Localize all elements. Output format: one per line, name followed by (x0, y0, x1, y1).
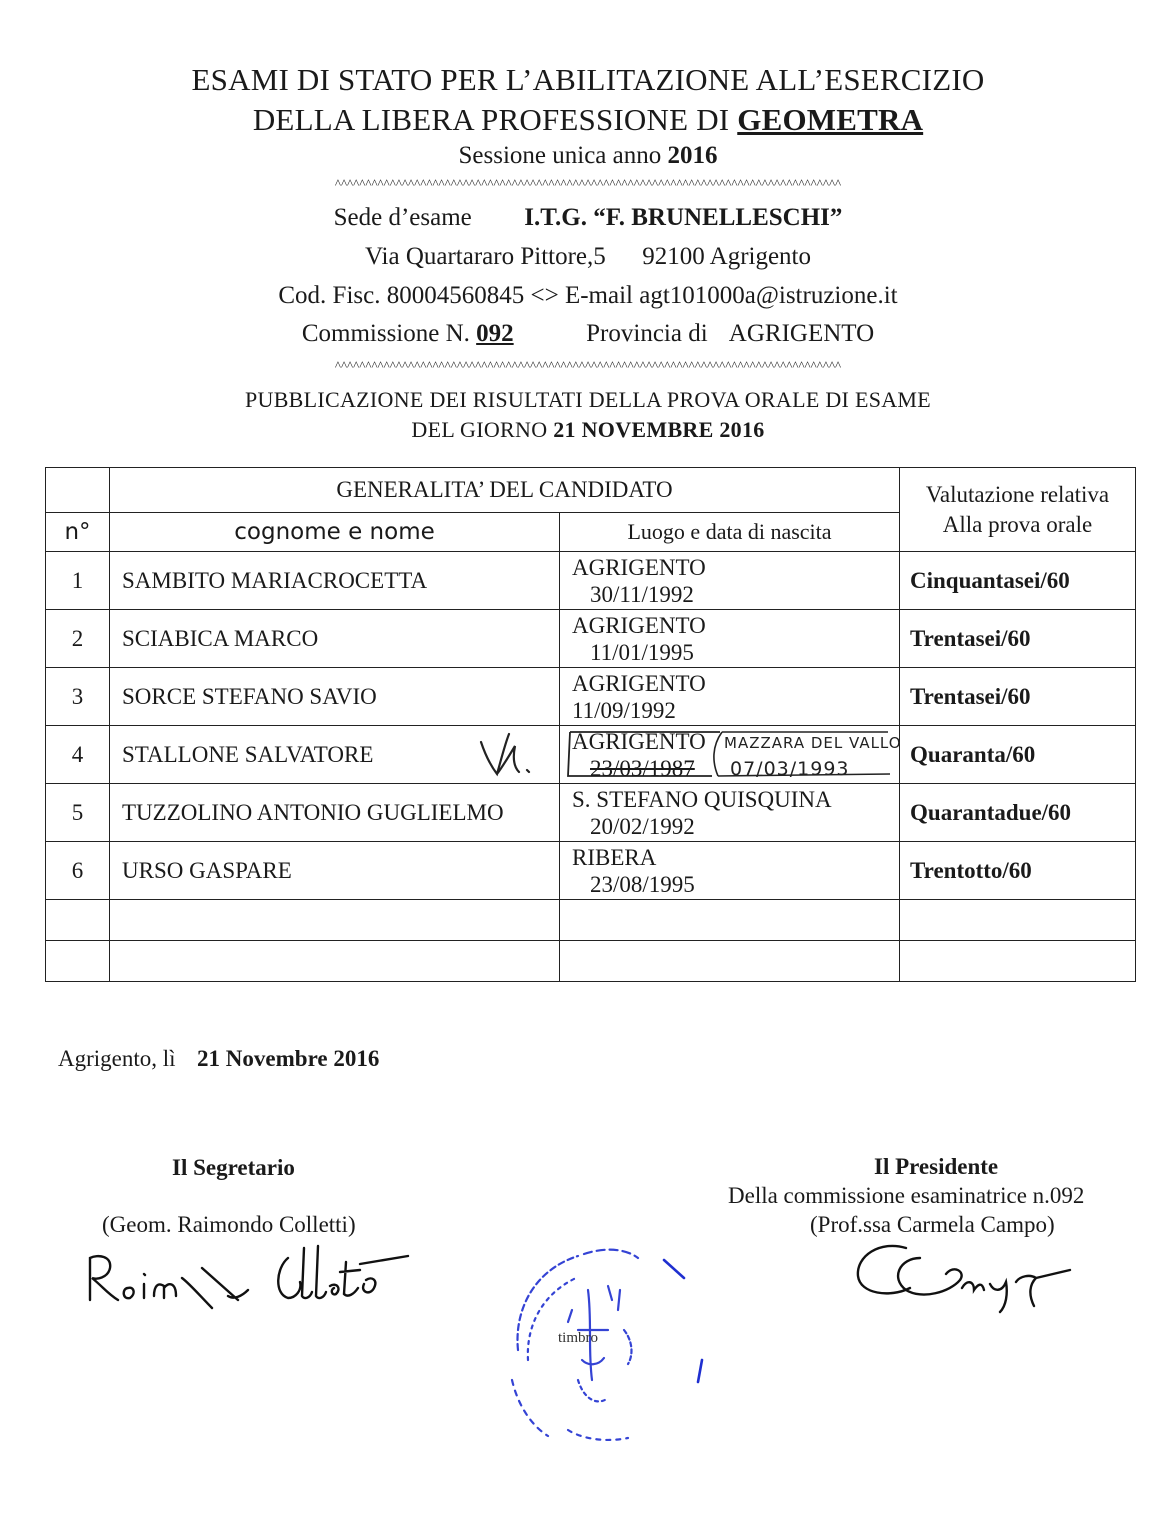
row-number: 6 (46, 842, 110, 900)
birth-date: 11/01/1995 (590, 639, 694, 665)
email: E-mail agt101000a@istruzione.it (564, 282, 898, 309)
table-row (46, 668, 1136, 726)
candidate-name (110, 726, 560, 784)
initials-mark (475, 730, 545, 780)
birth-place: AGRIGENTO (572, 728, 706, 754)
birth-info (560, 668, 900, 726)
birth-place: S. STEFANO QUISQUINA (572, 786, 832, 812)
table-row-empty (46, 941, 1136, 982)
corrected-birth-date: 07/03/1993 (730, 758, 850, 780)
birth-date: 20/02/1992 (590, 813, 695, 839)
title-line-1: ESAMI DI STATO PER L’ABILITAZIONE ALL’ESERCIZIO (191, 62, 985, 97)
table-row (46, 552, 1136, 610)
birth-date: 23/08/1995 (590, 871, 695, 897)
row-number: 2 (46, 610, 110, 668)
row-number: 1 (46, 552, 110, 610)
eval-header-line2: Alla prova orale (942, 511, 1093, 537)
col-header-number: n° (46, 513, 110, 552)
candidate-name: URSO GASPARE (110, 842, 560, 900)
row-number: 3 (46, 668, 110, 726)
seat-name: I.T.G. “F. BRUNELLESCHI” (524, 204, 843, 231)
birth-place: AGRIGENTO (572, 554, 706, 580)
oral-score: Cinquantasei/60 (900, 552, 1136, 610)
oral-score: Trentotto/60 (900, 842, 1136, 900)
commission-line (0, 320, 1176, 348)
col-header-evaluation (900, 468, 1136, 552)
table-row-empty (46, 900, 1136, 941)
publication-prefix: DEL GIORNO (411, 417, 548, 442)
place-date-line (58, 1046, 379, 1072)
zip-city: 92100 Agrigento (642, 243, 812, 270)
commission-label: Commissione N. (301, 320, 470, 347)
session-line (0, 142, 1176, 170)
commission-number: 092 (476, 320, 514, 347)
email-separator: <> (530, 282, 559, 309)
oral-score: Quaranta/60 (900, 726, 1136, 784)
table-row (46, 842, 1136, 900)
row-number: 5 (46, 784, 110, 842)
birth-date: 30/11/1992 (590, 581, 694, 607)
table-row (46, 784, 1136, 842)
title-line-2-prefix: DELLA LIBERA PROFESSIONE DI (252, 102, 730, 137)
official-stamp (488, 1230, 718, 1460)
address-line (0, 243, 1176, 271)
president-name: (Prof.ssa Carmela Campo) (810, 1212, 1055, 1237)
session-prefix: Sessione unica anno (458, 142, 662, 169)
province-label: Provincia di (586, 320, 708, 347)
publication-date: 21 NOVEMBRE 2016 (553, 417, 765, 442)
seat-line (0, 204, 1176, 232)
address: Via Quartararo Pittore,5 (364, 243, 606, 270)
birth-place: AGRIGENTO (572, 670, 706, 696)
candidate-name: TUZZOLINO ANTONIO GUGLIELMO (110, 784, 560, 842)
oral-score: Trentasei/60 (900, 668, 1136, 726)
table-row (46, 726, 1136, 784)
birth-info (560, 842, 900, 900)
candidate-name: SORCE STEFANO SAVIO (110, 668, 560, 726)
place-date-prefix: Agrigento, lì (58, 1046, 176, 1071)
president-title: Il Presidente (874, 1154, 999, 1179)
title-profession: GEOMETRA (737, 102, 924, 137)
place-date: 21 Novembre 2016 (197, 1046, 380, 1071)
caret-separator-1: ^^^^^^^^^^^^^^^^^^^^^^^^^^^^^^^^^^^^^^^^^^^^^^^^^^^^^^^^^^^^^^^^^^^^^^^^^^^^^^^^^^^ (334, 176, 842, 191)
secretary-name: (Geom. Raimondo Colletti) (102, 1212, 356, 1237)
table-header-row (46, 468, 1136, 513)
tax-code: Cod. Fisc. 80004560845 (278, 282, 525, 309)
caret-separator-2: ^^^^^^^^^^^^^^^^^^^^^^^^^^^^^^^^^^^^^^^^^^^^^^^^^^^^^^^^^^^^^^^^^^^^^^^^^^^^^^^^^^^ (334, 358, 842, 373)
corrected-birth-place: MAZZARA DEL VALLO (724, 734, 902, 752)
publication-line-2 (0, 417, 1176, 443)
candidate-name-text: STALLONE SALVATORE (122, 741, 374, 767)
birth-date: 23/03/1987 (590, 755, 695, 781)
seat-label: Sede d’esame (333, 204, 472, 231)
col-header-name: cognome e nome (110, 513, 560, 552)
table-row (46, 610, 1136, 668)
group-header: GENERALITA’ DEL CANDIDATO (110, 468, 900, 513)
results-table (45, 467, 1136, 982)
stamp-label: timbro (558, 1330, 598, 1346)
birth-date: 11/09/1992 (572, 697, 676, 723)
oral-score: Quarantadue/60 (900, 784, 1136, 842)
oral-score: Trentasei/60 (900, 610, 1136, 668)
candidate-name: SAMBITO MARIACROCETTA (110, 552, 560, 610)
publication-line-1: PUBBLICAZIONE DEI RISULTATI DELLA PROVA ORALE DI ESAME (244, 387, 932, 412)
province: AGRIGENTO (728, 320, 875, 347)
contact-line (0, 282, 1176, 310)
row-number: 4 (46, 726, 110, 784)
title-line-2 (0, 102, 1176, 138)
president-signature (850, 1234, 1090, 1314)
session-year: 2016 (667, 142, 718, 169)
secretary-title: Il Segretario (172, 1155, 295, 1180)
birth-place: AGRIGENTO (572, 612, 706, 638)
birth-info (560, 610, 900, 668)
birth-place: RIBERA (572, 844, 657, 870)
candidate-name: SCIABICA MARCO (110, 610, 560, 668)
birth-info (560, 784, 900, 842)
birth-info (560, 552, 900, 610)
eval-header-line1: Valutazione relativa (925, 481, 1110, 507)
president-subtitle: Della commissione esaminatrice n.092 (728, 1183, 1085, 1208)
birth-info (560, 726, 900, 784)
col-header-birth: Luogo e data di nascita (560, 513, 900, 552)
secretary-signature (78, 1238, 418, 1318)
